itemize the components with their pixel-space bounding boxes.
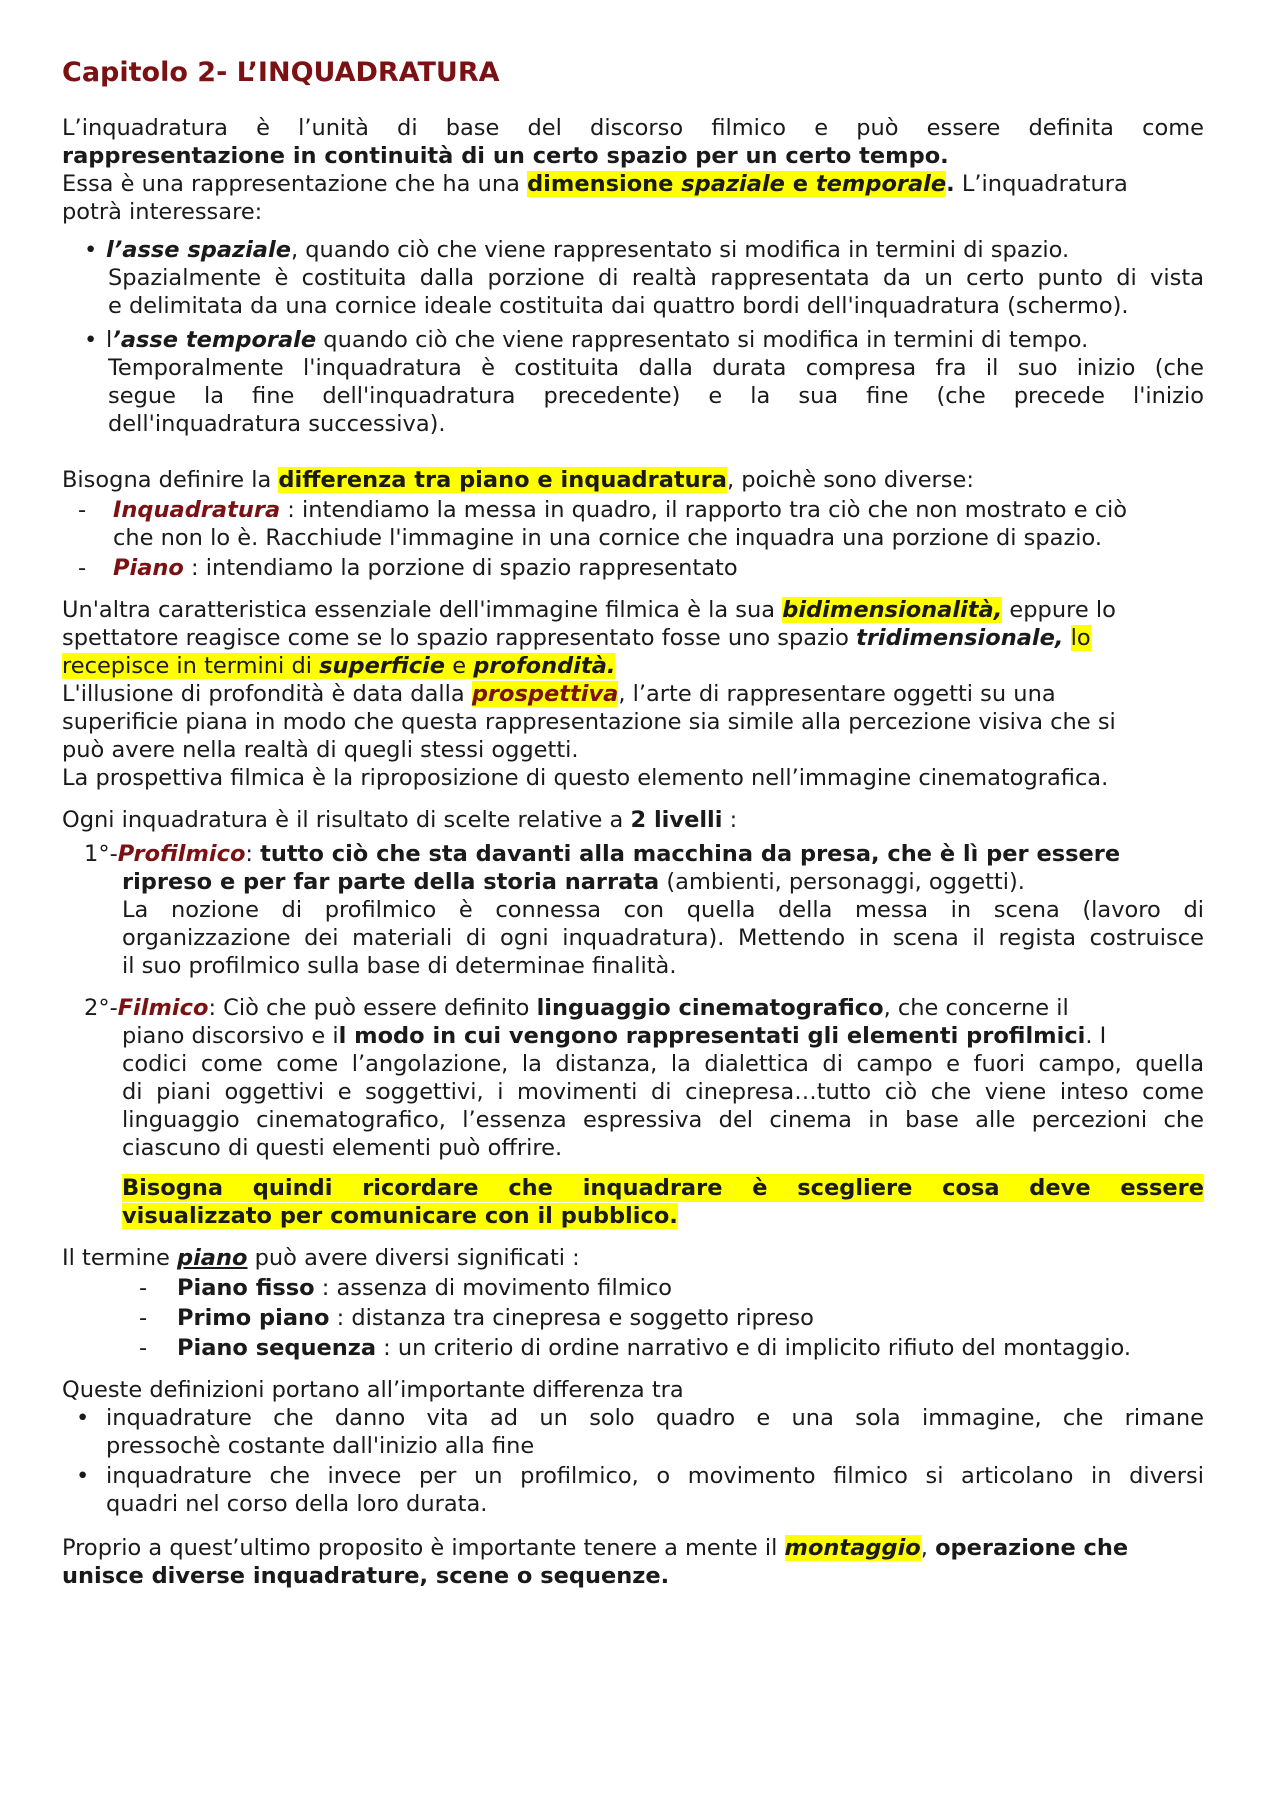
level-number: 1°- xyxy=(84,841,118,867)
level-profilmico-line-2 xyxy=(122,868,1204,896)
text: l xyxy=(106,327,113,353)
bidim-line-5: superificie piana in modo che questa rappresentazione sia simile alla percezione visiva che si xyxy=(62,709,1116,735)
term-profilmico: Profilmico xyxy=(117,841,246,867)
text: Ogni inquadratura è il risultato di scelte relative a xyxy=(62,807,631,833)
intro-line-3 xyxy=(62,170,1204,198)
intro-line-4: potrà interessare: xyxy=(62,199,263,225)
text: Il termine xyxy=(62,1245,177,1271)
text: operazione che xyxy=(935,1535,1129,1561)
defs-item-1-line-2: pressochè costante dall'inizio alla fine xyxy=(106,1433,535,1459)
text: visualizzato per comunicare con il pubblico. xyxy=(122,1203,678,1229)
text: eppure lo xyxy=(1002,597,1116,623)
difference-piano xyxy=(113,554,1205,582)
text: : xyxy=(722,807,738,833)
dash-marker: - xyxy=(78,497,87,523)
text: linguaggio cinematografico xyxy=(536,995,884,1021)
text: superficie xyxy=(319,653,446,679)
bidim-line-1 xyxy=(62,596,1204,624)
text: l modo in cui vengono rappresentati gli elementi profilmici xyxy=(338,1023,1086,1049)
intro-line-1: L’inquadratura è l’unità di base del discorso filmico e può essere definita come xyxy=(62,115,1204,141)
highlight-dimension xyxy=(527,171,946,197)
text: , che concerne il xyxy=(883,995,1069,1021)
text: 2 livelli xyxy=(630,807,723,833)
text: L’inquadratura xyxy=(954,171,1128,197)
text: : distanza tra cinepresa e soggetto ripreso xyxy=(329,1305,814,1331)
text: spettatore reagisce come se lo spazio rappresentato fosse uno spazio xyxy=(62,625,857,651)
bidim-line-6: può avere nella realtà di quegli stessi oggetti. xyxy=(62,737,579,763)
axis-spatial xyxy=(106,236,1206,264)
text: : xyxy=(245,841,261,867)
term-filmico: Filmico xyxy=(117,995,209,1021)
level-profilmico-desc-2: organizzazione dei materiali di ogni inquadratura). Mettendo in scena il regista costruisce xyxy=(122,925,1204,951)
level-filmico-line-5: linguaggio cinematografico, l’essenza espressiva del cinema in base alle percezioni che xyxy=(122,1107,1204,1133)
level-profilmico xyxy=(84,840,1204,868)
text: Primo piano xyxy=(177,1305,330,1331)
level-filmico-line-6: ciascuno di questi elementi può offrire. xyxy=(122,1135,563,1161)
text: quando ciò che viene rappresentato si modifica in termini di tempo. xyxy=(316,327,1089,353)
text: : assenza di movimento filmico xyxy=(314,1275,673,1301)
text: (ambienti, personaggi, oggetti). xyxy=(659,869,1025,895)
level-filmico xyxy=(84,994,1204,1022)
term-piano: piano xyxy=(176,1245,248,1271)
text: l’asse spaziale xyxy=(106,237,291,263)
text: Piano sequenza xyxy=(177,1335,377,1361)
axis-spatial-desc-1: Spazialmente è costituita dalla porzione di realtà rappresentata da un certo punto di vista xyxy=(108,265,1204,291)
highlight-reminder-2 xyxy=(122,1202,1204,1230)
text: spaziale xyxy=(681,171,785,197)
page-title: Capitolo 2- L’INQUADRATURA xyxy=(62,57,500,88)
defs-intro: Queste definizioni portano all’importante differenza tra xyxy=(62,1377,684,1403)
axis-temporal-desc-1: Temporalmente l'inquadratura è costituita dalla durata compresa fra il suo inizio (che xyxy=(108,355,1204,381)
level-filmico-line-3: codici come come l’angolazione, la distanza, la dialettica di campo e fuori campo, quella xyxy=(122,1051,1204,1077)
text: ’asse temporale xyxy=(112,327,317,353)
level-number: 2°- xyxy=(84,995,118,1021)
text: , quando ciò che viene rappresentato si modifica in termini di spazio. xyxy=(290,237,1070,263)
dash-marker: - xyxy=(139,1275,148,1301)
list-item xyxy=(177,1304,1207,1332)
text: : Ciò che può essere definito xyxy=(208,995,537,1021)
text: piano discorsivo e i xyxy=(122,1023,339,1049)
list-item xyxy=(177,1334,1207,1362)
bullet-marker: • xyxy=(84,327,98,353)
bidim-line-2 xyxy=(62,624,1204,652)
text: . xyxy=(946,171,955,197)
intro-definition: rappresentazione in continuità di un certo spazio per un certo tempo. xyxy=(62,143,949,169)
dash-marker: - xyxy=(139,1305,148,1331)
text: può avere diversi significati : xyxy=(247,1245,580,1271)
highlight-bidimensionalita: bidimensionalità, xyxy=(782,597,1003,623)
level-filmico-line-4: di piani oggettivi e soggettivi, i movimenti di cinepresa…tutto ciò che viene inteso come xyxy=(122,1079,1204,1105)
bidim-line-7: La prospettiva filmica è la riproposizione di questo elemento nell’immagine cinematografica. xyxy=(62,765,1109,791)
bullet-marker: • xyxy=(84,237,98,263)
text: e xyxy=(784,171,816,197)
text: Piano fisso xyxy=(177,1275,315,1301)
piano-intro xyxy=(62,1244,1204,1272)
level-filmico-line-2 xyxy=(122,1022,1204,1050)
dash-marker: - xyxy=(139,1335,148,1361)
levels-intro xyxy=(62,806,1204,834)
text: L'illusione di profondità è data dalla xyxy=(62,681,472,707)
text: : intendiamo la porzione di spazio rappresentato xyxy=(183,555,738,581)
text: , l’arte di rappresentare oggetti su una xyxy=(618,681,1056,707)
difference-inquadratura-desc: che non lo è. Racchiude l'immagine in una cornice che inquadra una porzione di spazio. xyxy=(113,525,1103,551)
axis-temporal xyxy=(106,326,1206,354)
text: dimensione xyxy=(527,171,682,197)
closing-line-2: unisce diverse inquadrature, scene o sequenze. xyxy=(62,1563,670,1589)
axis-temporal-desc-3: dell'inquadratura successiva). xyxy=(108,411,446,437)
level-profilmico-desc-3: il suo profilmico sulla base di determinae finalità. xyxy=(122,953,677,979)
text: e xyxy=(445,653,474,679)
axis-temporal-desc-2: segue la fine dell'inquadratura precedente) e la sua fine (che precede l'inizio xyxy=(108,383,1204,409)
bidim-line-4 xyxy=(62,680,1204,708)
text: , poichè sono diverse: xyxy=(726,467,974,493)
text: Bisogna definire la xyxy=(62,467,279,493)
text: Essa è una rappresentazione che ha una xyxy=(62,171,528,197)
closing-line-1 xyxy=(62,1534,1204,1562)
text: profondità. xyxy=(473,653,616,679)
difference-inquadratura xyxy=(113,496,1205,524)
bidim-line-3 xyxy=(62,652,1204,680)
term-inquadratura: Inquadratura xyxy=(113,497,281,523)
text: . I xyxy=(1085,1023,1107,1049)
axis-spatial-desc-2: e delimitata da una cornice ideale costituita dai quattro bordi dell'inquadratura (schermo). xyxy=(108,293,1129,319)
highlight-reminder-1: Bisogna quindi ricordare che inquadrare è scegliere cosa deve essere xyxy=(122,1175,1204,1201)
list-item xyxy=(177,1274,1207,1302)
highlight-prospettiva: prospettiva xyxy=(471,681,619,707)
highlight-montaggio: montaggio xyxy=(784,1535,921,1561)
text: tridimensionale, xyxy=(856,625,1064,651)
highlight-difference: differenza tra piano e inquadratura xyxy=(278,467,727,493)
text: : intendiamo la messa in quadro, il rapporto tra ciò che non mostrato e ciò xyxy=(280,497,1128,523)
highlight-lo: lo xyxy=(1070,625,1091,651)
text: , xyxy=(920,1535,936,1561)
text: recepisce in termini di xyxy=(62,653,320,679)
level-profilmico-desc-1: La nozione di profilmico è connessa con quella della messa in scena (lavoro di xyxy=(122,897,1204,923)
bullet-marker: • xyxy=(76,1405,90,1431)
defs-item-2-line-1: inquadrature che invece per un profilmico, o movimento filmico si articolano in diversi xyxy=(106,1463,1204,1489)
text: Un'altra caratteristica essenziale dell'immagine filmica è la sua xyxy=(62,597,783,623)
highlight-superficie xyxy=(62,653,615,679)
dash-marker: - xyxy=(78,555,87,581)
text: Proprio a quest’ultimo proposito è importante tenere a mente il xyxy=(62,1535,785,1561)
defs-item-1-line-1: inquadrature che danno vita ad un solo quadro e una sola immagine, che rimane xyxy=(106,1405,1204,1431)
text: temporale xyxy=(815,171,947,197)
text: ripreso e per far parte della storia narrata xyxy=(122,869,660,895)
difference-intro xyxy=(62,466,1204,494)
term-piano: Piano xyxy=(113,555,184,581)
defs-item-2-line-2: quadri nel corso della loro durata. xyxy=(106,1491,488,1517)
bullet-marker: • xyxy=(76,1463,90,1489)
text: tutto ciò che sta davanti alla macchina da presa, che è lì per essere xyxy=(260,841,1121,867)
text: : un criterio di ordine narrativo e di implicito rifiuto del montaggio. xyxy=(376,1335,1131,1361)
